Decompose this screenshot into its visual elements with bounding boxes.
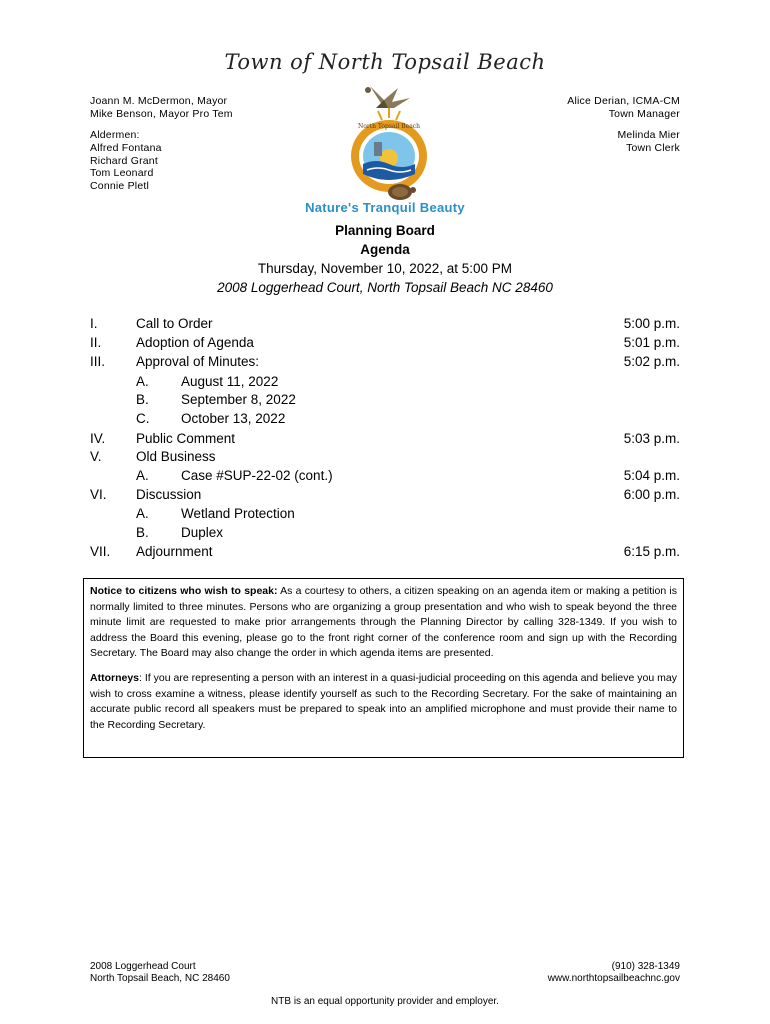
agenda-item — [90, 544, 680, 563]
aldermen-label: Aldermen: — [90, 129, 140, 141]
agenda-subitem-letter: B. — [136, 392, 149, 407]
agenda-item-time: 6:15 p.m. — [623, 544, 680, 559]
agenda-item-time: 6:00 p.m. — [623, 487, 680, 502]
agenda-item-time: 5:03 p.m. — [623, 431, 680, 446]
notice-box — [83, 578, 684, 758]
agenda-subitem — [90, 374, 680, 393]
agenda-item-time: 5:04 p.m. — [623, 468, 680, 483]
alderman-name: Richard Grant — [90, 154, 158, 167]
agenda-subitem — [90, 506, 680, 525]
agenda-item-label: Call to Order — [136, 316, 213, 331]
footer-city: North Topsail Beach, NC 28460 — [90, 973, 230, 984]
board-name: Planning Board — [335, 223, 435, 238]
town-manager-name: Alice Derian, ICMA-CM — [567, 95, 680, 107]
agenda-item-time: 5:00 p.m. — [623, 316, 680, 331]
agenda-subitem-label: August 11, 2022 — [181, 374, 279, 389]
agenda-item-label: Discussion — [136, 487, 202, 502]
agenda-item-number: VI. — [90, 487, 107, 502]
footer-address — [90, 961, 230, 985]
agenda-item-number: III. — [90, 354, 106, 369]
sea-turtle-icon — [388, 184, 416, 200]
agenda-item — [90, 354, 680, 373]
agenda-item-number: V. — [90, 449, 102, 464]
agenda-item-time: 5:02 p.m. — [623, 354, 680, 369]
alderman-name: Alfred Fontana — [90, 141, 162, 154]
agenda-item-label: Adoption of Agenda — [136, 335, 254, 350]
agenda-subitem — [90, 411, 680, 430]
footer-contact — [548, 961, 680, 985]
agenda-subitem — [90, 525, 680, 544]
equal-opportunity-statement: NTB is an equal opportunity provider and employer. — [271, 996, 499, 1007]
agenda-subitem-label: Case #SUP-22-02 (cont.) — [181, 468, 333, 483]
agenda-item — [90, 316, 680, 335]
town-clerk-name: Melinda Mier — [617, 129, 680, 141]
agenda-subitem-label: September 8, 2022 — [181, 392, 296, 407]
citizens-notice — [90, 584, 677, 662]
agenda-subitem-label: Duplex — [181, 525, 224, 540]
agenda-subitem — [90, 468, 680, 487]
agenda-item-label: Adjournment — [136, 544, 213, 559]
attorneys-notice — [90, 671, 677, 733]
agenda-item-label: Old Business — [136, 449, 216, 464]
mayor-block — [90, 95, 233, 121]
agenda-subitem-letter: A. — [136, 506, 149, 521]
town-manager-title: Town Manager — [608, 107, 680, 120]
agenda-subitem-letter: A. — [136, 374, 149, 389]
agenda-subitem-letter: C. — [136, 411, 150, 426]
citizens-notice-text: As a courtesy to others, a citizen speaking on an agenda item or making a petition is normally limited to three minutes. Persons who are organizing a group presentation and who wish to speak beyond the three minute limit are requested to make prior arrangements through the Planning Director by calling 328-1349. If you wish to address the Board this evening, please go to the front right corner of the conference room and sign up with the Recording Secretary. The Board may also change the order in which agenda items are presented. — [90, 585, 677, 660]
pelican-icon — [365, 86, 410, 108]
agenda-item-number: I. — [90, 316, 98, 331]
town-manager-block — [567, 95, 680, 121]
town-clerk-title: Town Clerk — [626, 141, 680, 154]
mayor-name: Joann M. McDermon, Mayor — [90, 95, 228, 107]
alderman-name: Connie Pletl — [90, 180, 150, 193]
agenda-item-number: VII. — [90, 544, 111, 559]
agenda-item — [90, 449, 680, 468]
agenda-item — [90, 487, 680, 506]
document-type: Agenda — [360, 242, 410, 257]
town-tagline: Nature's Tranquil Beauty — [305, 200, 465, 215]
mayor-pro-tem-name: Mike Benson, Mayor Pro Tem — [90, 107, 233, 120]
agenda-subitem-label: October 13, 2022 — [181, 411, 286, 426]
town-clerk-block — [617, 129, 680, 155]
citizens-notice-label: Notice to citizens who wish to speak: — [90, 585, 278, 597]
agenda-subitem — [90, 392, 680, 411]
seal-text: North Topsail Beach — [357, 123, 421, 130]
agenda-item-label: Approval of Minutes: — [136, 354, 260, 369]
agenda-subitem-letter: B. — [136, 525, 149, 540]
agenda-item-number: IV. — [90, 431, 106, 446]
town-seal-logo — [340, 78, 438, 204]
footer-website: www.northtopsailbeachnc.gov — [547, 973, 680, 984]
agenda-item-label: Public Comment — [136, 431, 236, 446]
agenda-item — [90, 335, 680, 354]
attorneys-notice-label: Attorneys — [90, 671, 140, 684]
agenda-subitem-label: Wetland Protection — [181, 506, 295, 521]
aldermen-block — [90, 129, 162, 193]
footer-phone: (910) 328-1349 — [611, 961, 680, 972]
agenda-subitem-letter: A. — [136, 468, 149, 483]
agenda-item — [90, 431, 680, 450]
meeting-location: 2008 Loggerhead Court, North Topsail Beach NC 28460 — [217, 280, 553, 295]
alderman-name: Tom Leonard — [90, 167, 154, 180]
agenda-item-number: II. — [90, 335, 102, 350]
meeting-datetime: Thursday, November 10, 2022, at 5:00 PM — [257, 261, 513, 276]
town-title: Town of North Topsail Beach — [224, 50, 546, 74]
attorneys-notice-text: : If you are representing a person with an interest in a quasi-judicial proceeding on this agenda and believe you may wish to cross examine a witness, please identify yourself as such to the Recording Secretary. For the sake of maintaining an accurate public record all speakers must be prepared to speak into an amplified microphone and must provide their name to the Recording Secretary. — [90, 671, 677, 731]
agenda-item-time: 5:01 p.m. — [623, 335, 680, 350]
footer-street: 2008 Loggerhead Court — [90, 961, 196, 972]
